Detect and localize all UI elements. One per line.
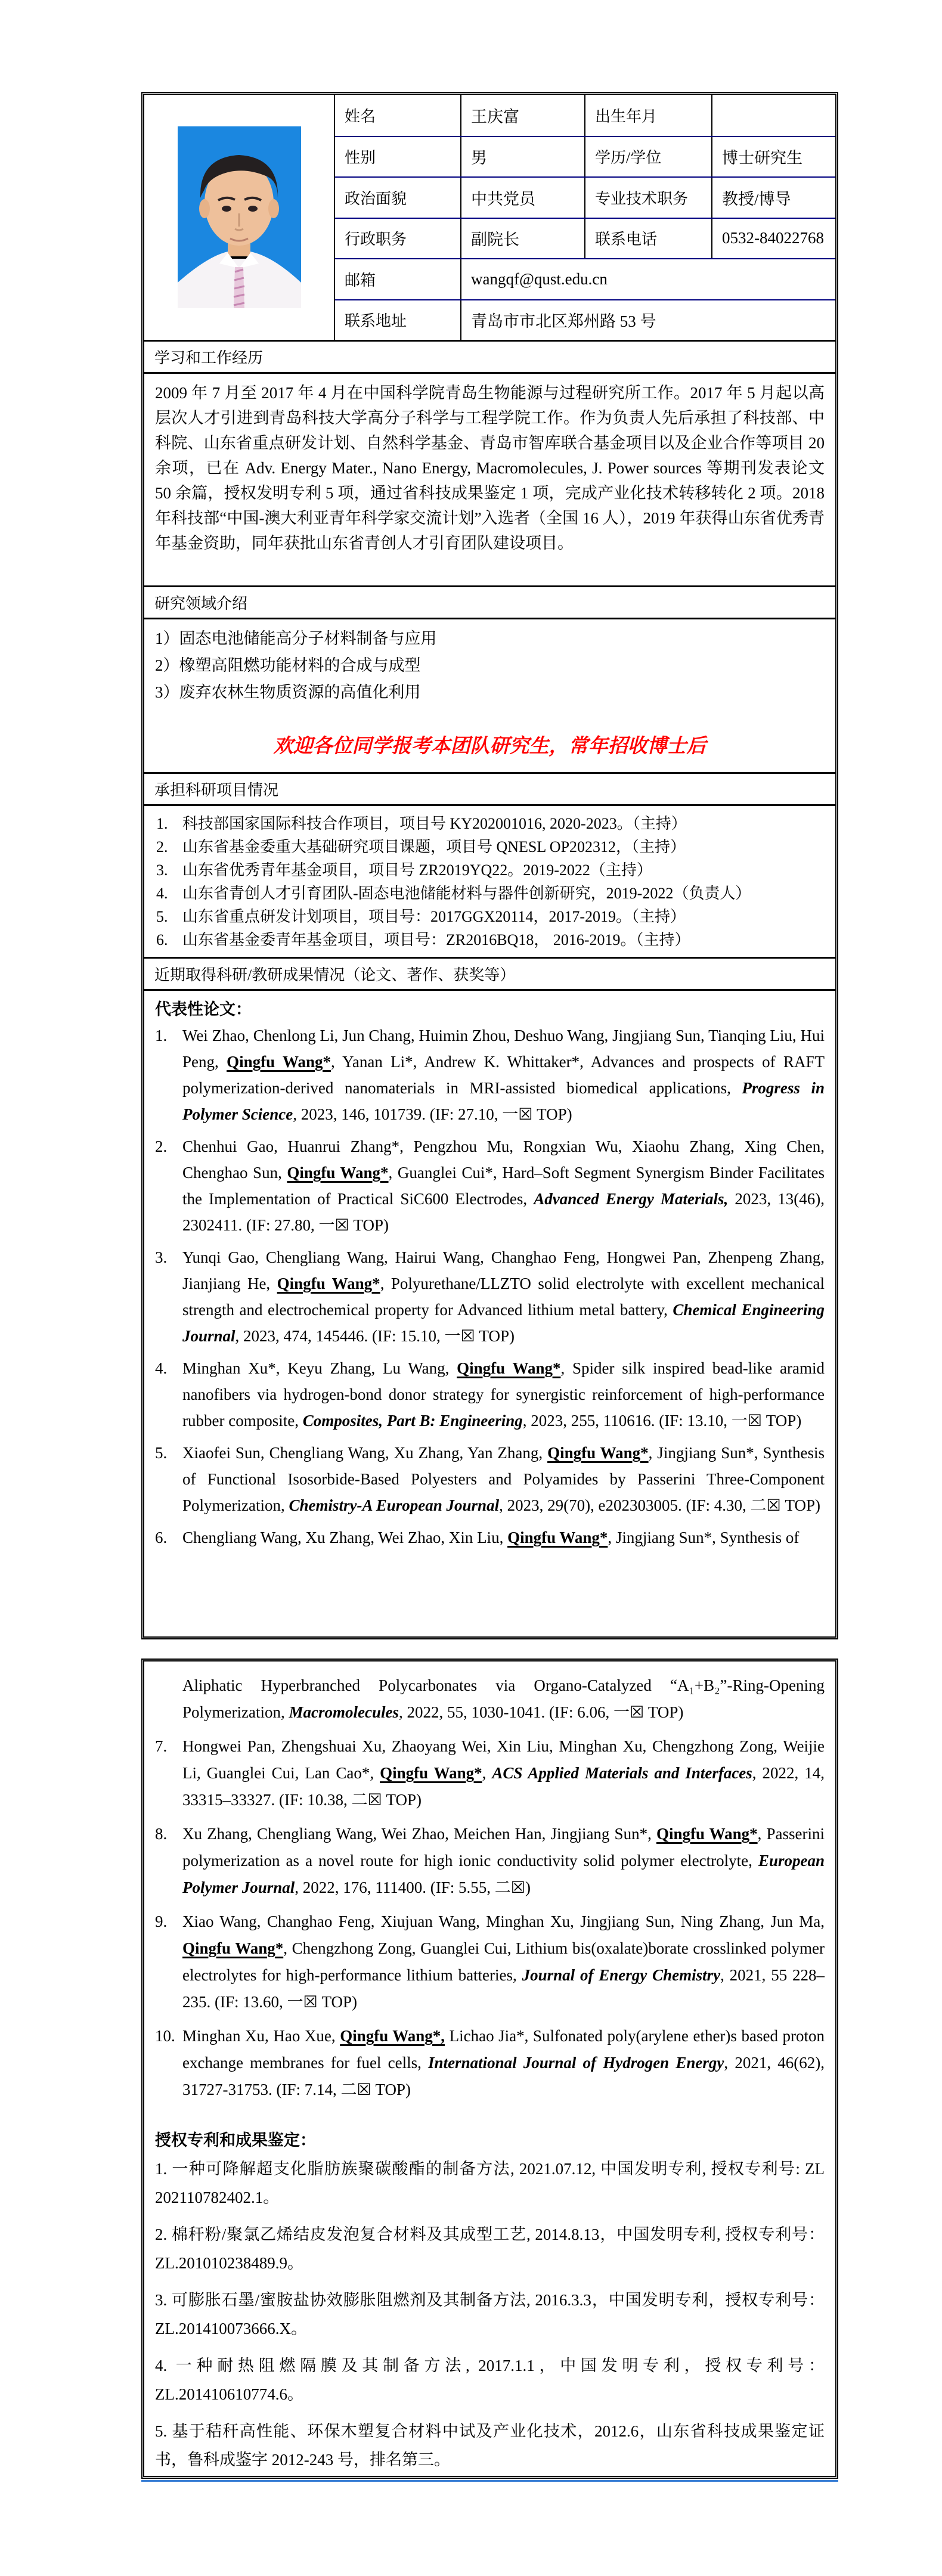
representative-papers (144, 991, 835, 1636)
research-area-2: 2）橡塑高阻燃功能材料的合成与成型 (155, 656, 421, 674)
info-row-political (335, 176, 835, 218)
achievements-header-text: 近期取得科研/教研成果情况（论文、著作、获奖等） (154, 966, 516, 984)
patent-item-2: 2. 棉秆粉/聚氯乙烯结皮发泡复合材料及其成型工艺, 2014.8.13，中国发明专利, 授权专利号：ZL.201010238489.9。 (155, 2225, 825, 2272)
name-label: 姓名 (345, 107, 376, 125)
experience-header-text: 学习和工作经历 (154, 349, 264, 367)
experience-paragraph: 2009 年 7 月至 2017 年 4 月在中国科学院青岛生物能源与过程研究所工作。2017 年 5 月起以高层次人才引进到青岛科技大学高分子科学与工程学院工作。作为负责人先后承担了科技部、中科院、山东省重点研发计划、自然科学基金、青岛市智库联合基金项目以及企业合作等项目 20 余项，已在 Adv. Energy Mater., Nano Energy, Macromolecules, J. Power sources 等期刊发表论文 50 余篇，授权发明专利 5 项，通过省科技成果鉴定 1 项，完成产业化技术转移转化 2 项。2018 年科技部“中国-澳大利亚青年科学家交流计划”入选者（全国 16 人），2019 年获得山东省优秀青年基金资助，同年获批山东省青创人才引育团队建设项目。 (155, 384, 825, 552)
resume-page-1 (141, 92, 838, 1639)
paper-citation: Wei Zhao, Chenlong Li, Jun Chang, Huimin Zhou, Deshuo Wang, Jingjiang Sun, Tianqing Liu, Hui Peng, Qingfu Wang*, Yanan Li*, Andrew K. Whittaker*, Advances and prospects of RAFT polymerization-derived nanomaterials in MRI-assisted biomedical applications, Progress in Polymer Science, 2023, 146, 101739. (IF: 27.10, 一☒ TOP) (182, 1027, 825, 1123)
patent-item-1: 1. 一种可降解超支化脂肪族聚碳酸酯的制备方法, 2021.07.12, 中国发明专利, 授权专利号: ZL 202110782402.1。 (155, 2160, 825, 2206)
section-research-header (144, 585, 835, 619)
admin-position-value: 副院长 (460, 219, 584, 259)
project-number: 2. (156, 838, 168, 855)
gender-label: 性别 (345, 149, 376, 167)
project-item (155, 905, 825, 928)
papers-label: 代表性论文： (155, 1000, 252, 1018)
political-status-label: 政治面貌 (345, 190, 407, 207)
project-item (155, 858, 825, 882)
paper-number: 5. (155, 1444, 168, 1462)
paper-citation: Xiao Wang, Changhao Feng, Xiujuan Wang, Minghan Xu, Jingjiang Sun, Ning Zhang, Jun Ma, Qingfu Wang*, Chengzhong Zong, Guanglei Cui, Lithium bis(oxalate)borate crosslinked polymer electrolytes for high-performance lithium batteries, Journal of Energy Chemistry, 2021, 55 228–235. (IF: 13.60, 一☒ TOP) (182, 1912, 825, 2011)
project-number: 5. (156, 908, 168, 925)
paper-number: 1. (155, 1027, 168, 1044)
phone-value: 0532-84022768 (711, 219, 835, 259)
degree-label: 学历/学位 (584, 137, 711, 177)
info-rows (335, 95, 835, 340)
patent-item-4: 4. 一种耐热阻燃隔膜及其制备方法, 2017.1.1，中国发明专利，授权专利号：ZL.201410610774.6。 (155, 2357, 825, 2403)
patent-item-3: 3. 可膨胀石墨/蜜胺盐协效膨胀阻燃剂及其制备方法, 2016.3.3，中国发明专利，授权专利号：ZL.201410073666.X。 (155, 2291, 825, 2338)
project-item (155, 882, 825, 905)
info-row-email (335, 258, 835, 299)
paper-item-6 (155, 1524, 825, 1551)
resume-page-2 (141, 1659, 838, 2479)
photo-cell (144, 95, 335, 340)
admin-position-label: 行政职务 (345, 231, 407, 249)
project-item (155, 835, 825, 858)
project-text: 山东省基金委重大基础研究项目课题，项目号 QNESL OP202312，（主持） (182, 838, 686, 855)
birthdate-value (711, 95, 835, 136)
project-text: 山东省重点研发计划项目，项目号：2017GGX20114，2017-2019。（主持） (182, 908, 686, 925)
paper-item-8 (155, 1821, 825, 1901)
paper-item-2 (155, 1133, 825, 1238)
research-areas (144, 619, 835, 772)
email-label: 邮箱 (345, 271, 376, 289)
paper-item-10 (155, 2023, 825, 2103)
name-value: 王庆富 (460, 95, 584, 136)
paper-number: 7. (155, 1737, 168, 1755)
portrait-photo (178, 126, 301, 308)
projects-list (144, 806, 835, 957)
paper-citation: Chengliang Wang, Xu Zhang, Wei Zhao, Xin Liu, Qingfu Wang*, Jingjiang Sun*, Synthesis of (182, 1529, 800, 1546)
paper-number: 6. (155, 1529, 168, 1546)
title-label: 专业技术职务 (584, 178, 711, 218)
info-row-position (335, 218, 835, 259)
project-item (155, 928, 825, 951)
section-achievements-header (144, 957, 835, 991)
research-header-text: 研究领域介绍 (154, 595, 248, 612)
paper-citation: Minghan Xu*, Keyu Zhang, Lu Wang, Qingfu Wang*, Spider silk inspired bead-like aramid nanofibers via hydrogen-bond donor strategy for synergistic reinforcement of high-performance rubber composite, Composites, Part B: Engineering, 2023, 255, 110616. (IF: 13.10, 一☒ TOP) (182, 1359, 825, 1430)
paper-citation: Minghan Xu, Hao Xue, Qingfu Wang*, Lichao Jia*, Sulfonated poly(arylene ether)s based proton exchange membranes for fuel cells, International Journal of Hydrogen Energy, 2021, 46(62), 31727-31753. (IF: 7.14, 二☒ TOP) (182, 2027, 825, 2098)
paper-citation: Chenhui Gao, Huanrui Zhang*, Pengzhou Mu, Rongxian Wu, Xiaohu Zhang, Xing Chen, Chenghao Sun, Qingfu Wang*, Guanglei Cui*, Hard–Soft Segment Synergism Binder Facilitates the Implementation of Practical SiC600 Electrodes, Advanced Energy Materials, 2023, 13(46), 2302411. (IF: 27.80, 一☒ TOP) (182, 1137, 825, 1234)
paper-item-5 (155, 1440, 825, 1518)
gender-value: 男 (460, 137, 584, 177)
phone-label: 联系电话 (584, 219, 711, 259)
personal-info-table (144, 95, 835, 340)
degree-value: 博士研究生 (711, 137, 835, 177)
paper-citation: Hongwei Pan, Zhengshuai Xu, Zhaoyang Wei, Xin Liu, Minghan Xu, Chengzhong Zong, Weijie Li, Guanglei Cui, Lan Cao*, Qingfu Wang*, ACS Applied Materials and Interfaces, 2022, 14, 33315–33327. (IF: 10.38, 二☒ TOP) (182, 1737, 825, 1809)
section-projects-header (144, 772, 835, 806)
paper-number: 9. (155, 1912, 168, 1930)
paper-item-9 (155, 1908, 825, 2016)
project-text: 山东省基金委青年基金项目，项目号：ZR2016BQ18， 2016-2019。（主持） (182, 931, 690, 948)
paper-citation: Xu Zhang, Chengliang Wang, Wei Zhao, Meichen Han, Jingjiang Sun*, Qingfu Wang*, Passerini polymerization as a novel route for high ionic conductivity solid polymer electrolyte, European Polymer Journal, 2022, 176, 111400. (IF: 5.55, 二☒) (182, 1825, 825, 1896)
project-number: 4. (156, 885, 168, 902)
research-area-1: 1）固态电池储能高分子材料制备与应用 (155, 630, 437, 647)
project-text: 科技部国家国际科技合作项目，项目号 KY202001016, 2020-2023。（主持） (182, 815, 687, 832)
paper-item-1 (155, 1022, 825, 1127)
patent-item-5: 5. 基于秸秆高性能、环保木塑复合材料中试及产业化技术，2012.6，山东省科技成果鉴定证书，鲁科成鉴字 2012-243 号，排名第三。 (155, 2422, 825, 2469)
project-text: 山东省优秀青年基金项目，项目号 ZR2019YQ22。2019-2022（主持） (182, 861, 652, 879)
email-value: wangqf@qust.edu.cn (460, 259, 835, 299)
paper-citation: Yunqi Gao, Chengliang Wang, Hairui Wang, Changhao Feng, Hongwei Pan, Zhenpeng Zhang, Jianjiang He, Qingfu Wang*, Polyurethane/LLZTO solid electrolyte with excellent mechanical strength and electrochemical property for Advanced lithium metal battery, Chemical Engineering Journal, 2023, 474, 145446. (IF: 15.10, 一☒ TOP) (182, 1248, 825, 1345)
projects-header-text: 承担科研项目情况 (154, 782, 279, 799)
address-value: 青岛市市北区郑州路 53 号 (460, 300, 835, 340)
project-text: 山东省青创人才引育团队-固态电池储能材料与器件创新研究，2019-2022（负责人） (182, 885, 751, 902)
paper-number: 4. (155, 1359, 168, 1377)
project-number: 1. (156, 815, 168, 832)
paper-item-6-continuation: Aliphatic Hyperbranched Polycarbonates via Organo-Catalyzed “A₁+B₂”-Ring-Opening Polymerization, Macromolecules, 2022, 55, 1030-1041. (IF: 6.06, 一☒ TOP) (182, 1676, 825, 1721)
info-row-address (335, 299, 835, 340)
project-number: 6. (156, 931, 168, 948)
paper-item-3 (155, 1244, 825, 1349)
project-number: 3. (156, 861, 168, 879)
info-row-gender (335, 136, 835, 177)
political-status-value: 中共党员 (460, 178, 584, 218)
research-area-3: 3）废弃农林生物质资源的高值化利用 (155, 683, 421, 701)
info-row-name (335, 95, 835, 136)
paper-item-4 (155, 1355, 825, 1434)
section-experience-header (144, 340, 835, 374)
address-label: 联系地址 (345, 312, 407, 330)
paper-number: 8. (155, 1825, 168, 1843)
birthdate-label: 出生年月 (584, 95, 711, 136)
paper-number: 3. (155, 1248, 168, 1266)
paper-number: 2. (155, 1137, 168, 1155)
project-item (155, 812, 825, 835)
title-value: 教授/博导 (711, 178, 835, 218)
paper-number: 10. (155, 2027, 175, 2045)
patents-label: 授权专利和成果鉴定： (155, 2131, 316, 2149)
recruitment-announcement: 欢迎各位同学报考本团队研究生，常年招收博士后 (273, 736, 706, 757)
paper-item-7 (155, 1733, 825, 1814)
paper-citation: Xiaofei Sun, Chengliang Wang, Xu Zhang, Yan Zhang, Qingfu Wang*, Jingjiang Sun*, Synthesis of Functional Isosorbide-Based Polyesters and Polyamides by Passerini Three-Component Polymerization, Chemistry-A European Journal, 2023, 29(70), e202303005. (IF: 4.30, 二☒ TOP) (182, 1444, 825, 1514)
bottom-blue-rule (141, 2480, 838, 2482)
